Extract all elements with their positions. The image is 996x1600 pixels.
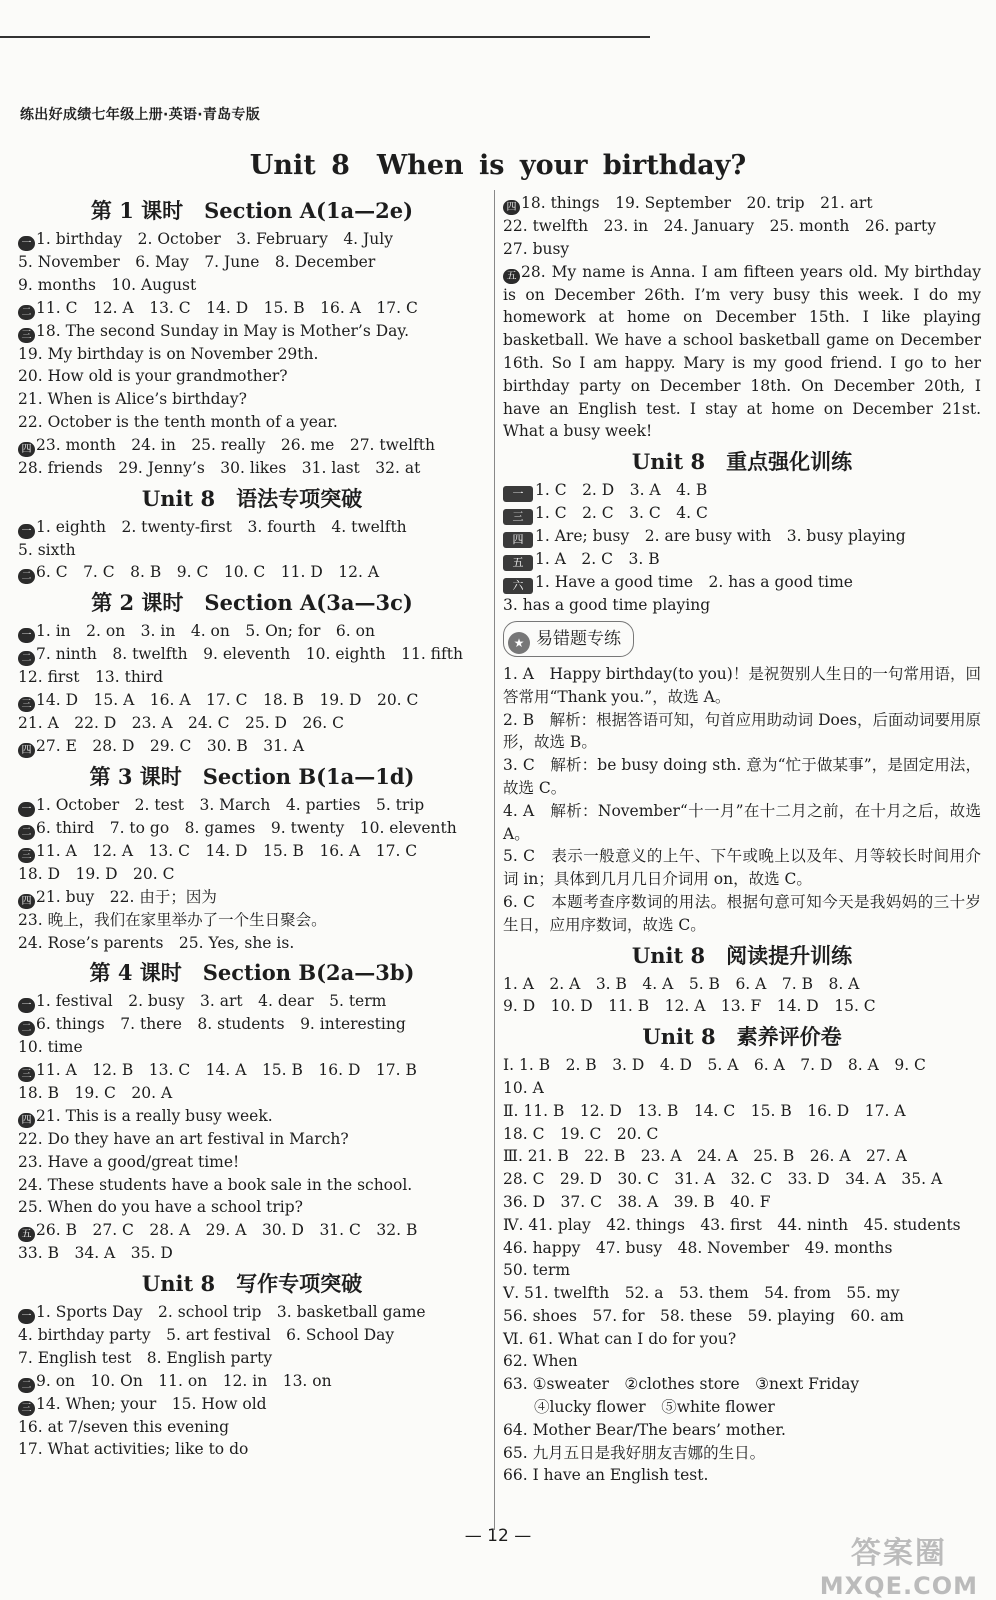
section-title: Unit 8 写作专项突破	[141, 1270, 363, 1296]
answer-line: 三 11. A 12. B 13. C 14. A 15. B 16. D 17. B	[18, 1059, 486, 1082]
answer-line: 65. 九月五日是我好朋友吉娜的生日。	[503, 1443, 766, 1462]
marker-one: 一	[18, 1309, 35, 1324]
marker-one: 一	[18, 524, 35, 539]
answer-line: 10. A	[503, 1078, 544, 1097]
marker-one: 一	[503, 486, 533, 502]
answer-line: Ⅰ. 1. B 2. B 3. D 4. D 5. A 6. A 7. D 8. A 9. C	[503, 1056, 926, 1075]
marker-three: 三	[18, 328, 35, 343]
answer-line: 28. C 29. D 30. C 31. A 32. C 33. D 34. A 35. A	[503, 1170, 943, 1189]
answer-line: 一 1. Sports Day 2. school trip 3. basketball game	[18, 1301, 486, 1324]
right-column	[503, 192, 981, 1487]
section-title: 第 2 课时 Section A(3a—3c)	[91, 590, 413, 616]
answer-line: 9. D 10. D 11. B 12. A 13. F 14. D 15. C	[503, 997, 876, 1016]
explanation: 2. B 解析：根据答语可知，句首应用助动词 Does，后面动词要用原形，故选 B。	[503, 710, 981, 752]
answer-line: 22. twelfth 23. in 24. January 25. month 26. party	[503, 217, 937, 235]
answer-line: 17. What activities; like to do	[18, 1440, 249, 1459]
answer-line: 66. I have an English test.	[503, 1466, 709, 1485]
answer-line: 20. How old is your grandmother?	[18, 367, 288, 386]
answer-line: 27. busy	[503, 239, 570, 258]
answer-line: 一 1. birthday 2. October 3. February 4. July	[18, 228, 486, 251]
marker-four: 四	[18, 1113, 35, 1128]
explanation: 4. A 解析：November“十一月”在十二月之前，在十月之后，故选 A。	[503, 801, 981, 843]
explanation: 6. C 本题考查序数词的用法。根据句意可知今天是我妈妈的三十岁生日，应用序数词，故选 C。	[503, 892, 981, 934]
answer-line: Ⅴ. 51. twelfth 52. a 53. them 54. from 55. my	[503, 1284, 900, 1303]
answer-line: 五 26. B 27. C 28. A 29. A 30. D 31. C 32. B	[18, 1219, 486, 1242]
answer-line: 36. D 37. C 38. A 39. B 40. F	[503, 1192, 771, 1211]
section-title: Unit 8 重点强化训练	[631, 449, 853, 475]
marker-three: 三	[503, 509, 533, 525]
marker-five: 五	[503, 269, 520, 284]
marker-four: 四	[503, 532, 533, 548]
marker-two: 二	[18, 825, 35, 840]
answer-line: 三 14. D 15. A 16. A 17. C 18. B 19. D 20. C	[18, 689, 486, 712]
marker-one: 一	[18, 998, 35, 1013]
answer-line: 四 18. things 19. September 20. trip 21. art	[503, 192, 981, 215]
answer-line: 四 1. Are; busy 2. are busy with 3. busy playing	[503, 525, 981, 548]
answer-line: 50. term	[503, 1261, 571, 1280]
answer-line: 二 9. on 10. On 11. on 12. in 13. on	[18, 1370, 486, 1393]
section-title: Unit 8 语法专项突破	[141, 485, 363, 511]
answer-line: 3. has a good time playing	[503, 596, 711, 615]
answer-line: 28. friends 29. Jenny’s 30. likes 31. last 32. at	[18, 458, 421, 477]
answer-line: 23. Have a good/great time!	[18, 1152, 240, 1171]
marker-six: 六	[503, 578, 533, 594]
section-title: Unit 8 素养评价卷	[642, 1024, 842, 1050]
marker-one: 一	[18, 628, 35, 643]
answer-line: 六 1. Have a good time 2. has a good time	[503, 571, 981, 594]
marker-three: 三	[18, 1401, 35, 1416]
answer-line: 21. A 22. D 23. A 24. C 25. D 26. C	[18, 714, 344, 733]
answer-line: 64. Mother Bear/The bears’ mother.	[503, 1420, 786, 1439]
marker-two: 二	[18, 1378, 35, 1393]
section-title: 第 3 课时 Section B(1a—1d)	[89, 763, 415, 789]
answer-line: 21. When is Alice’s birthday?	[18, 390, 247, 409]
marker-two: 二	[18, 305, 35, 320]
marker-five: 五	[18, 1227, 35, 1242]
book-header: 练出好成绩七年级上册·英语·青岛专版	[20, 107, 261, 123]
answer-line: 四 21. buy 22. 由于；因为	[18, 886, 486, 909]
answer-line: ④lucky flower ⑤white flower	[503, 1398, 775, 1417]
answer-line: 19. My birthday is on November 29th.	[18, 344, 319, 363]
answer-line: 二 7. ninth 8. twelfth 9. eleventh 10. eighth 11. fifth	[18, 643, 486, 666]
answer-line: 33. B 34. A 35. D	[18, 1244, 173, 1263]
explanation: 5. C 表示一般意义的上午、下午或晚上以及年、月等较长时间用介词 in；具体到几月几日介词用 on，故选 C。	[503, 847, 981, 889]
answer-line: Ⅵ. 61. What can I do for you?	[503, 1329, 737, 1348]
answer-line: 22. Do they have an art festival in March?	[18, 1129, 349, 1148]
answer-line: 5. November 6. May 7. June 8. December	[18, 253, 376, 271]
explanation: 3. C 解析：be busy doing sth. 意为“忙于做某事”，是固定用法，故选 C。	[503, 756, 981, 797]
unit-title: Unit 8 When is your birthday?	[249, 150, 747, 181]
answer-line: 二 6. third 7. to go 8. games 9. twenty 10. eleventh	[18, 817, 486, 840]
answer-line: 三 18. The second Sunday in May is Mother’s Day.	[18, 320, 486, 343]
answer-line: 63. ①sweater ②clothes store ③next Friday	[503, 1375, 860, 1394]
answer-line: 23. 晚上，我们在家里举办了一个生日聚会。	[18, 910, 327, 929]
answer-line: 二 6. things 7. there 8. students 9. interesting	[18, 1013, 486, 1036]
answer-line: 一 1. October 2. test 3. March 4. parties 5. trip	[18, 794, 486, 817]
answer-line: 24. These students have a book sale in the school.	[18, 1175, 413, 1194]
answer-line: Ⅲ. 21. B 22. B 23. A 24. A 25. B 26. A 27. A	[503, 1147, 907, 1166]
marker-four: 四	[18, 894, 35, 909]
answer-line: 9. months 10. August	[18, 275, 197, 294]
marker-two: 二	[18, 651, 35, 666]
section-title: 第 1 课时 Section A(1a—2e)	[90, 198, 414, 223]
marker-one: 一	[18, 236, 35, 251]
left-column	[18, 192, 486, 1461]
answer-line: 18. B 19. C 20. A	[18, 1084, 173, 1103]
answer-line: 二 6. C 7. C 8. B 9. C 10. C 11. D 12. A	[18, 561, 486, 584]
marker-four: 四	[18, 743, 35, 758]
page-number: — 12 —	[464, 1526, 532, 1546]
answer-line: 16. at 7/seven this evening	[18, 1417, 230, 1436]
answer-line: 1. A 2. A 3. B 4. A 5. B 6. A 7. B 8. A	[503, 974, 860, 993]
explanation: 1. A Happy birthday(to you)！是祝贺别人生日的一句常用语，回答常用“Thank you.”，故选 A。	[503, 664, 981, 706]
answer-line: 三 1. C 2. C 3. C 4. C	[503, 502, 981, 525]
marker-four: 四	[18, 442, 35, 457]
answer-line: 4. birthday party 5. art festival 6. School Day	[18, 1325, 395, 1344]
answer-line: 四 21. This is a really busy week.	[18, 1105, 486, 1128]
answer-line: 24. Rose’s parents 25. Yes, she is.	[18, 933, 295, 952]
section-title: 第 4 课时 Section B(2a—3b)	[89, 960, 415, 986]
answer-line: 一 1. festival 2. busy 3. art 4. dear 5. term	[18, 990, 486, 1013]
answer-line: 10. time	[18, 1038, 83, 1057]
marker-two: 二	[18, 1021, 35, 1036]
marker-four: 四	[503, 200, 520, 215]
answer-line: 一 1. in 2. on 3. in 4. on 5. On; for 6. on	[18, 620, 486, 643]
error-practice-badge: ★ 易错题专练	[503, 621, 634, 657]
answer-line: 12. first 13. third	[18, 668, 164, 687]
section-title: Unit 8 阅读提升训练	[631, 942, 853, 968]
answer-line: 四 23. month 24. in 25. really 26. me 27. twelfth	[18, 434, 486, 457]
writing-sample: 五 28. My name is Anna. I am fifteen years old. My birthday is on December 26th. I’m very busy this week. I do my homework at home on December 15th. I like playing basketball. We have a school basketball game on December 16th. So I am happy. Mary is my good friend. I go to her birthday party on December 18th. On December 20th, I have an English test. I stay at home on December 21st. What a busy week!	[503, 262, 981, 441]
answer-line: 一 1. eighth 2. twenty-first 3. fourth 4. twelfth	[18, 516, 486, 539]
answer-line: Ⅱ. 11. B 12. D 13. B 14. C 15. B 16. D 17. A	[503, 1101, 906, 1120]
answer-line: 五 1. A 2. C 3. B	[503, 548, 981, 571]
answer-line: 18. C 19. C 20. C	[503, 1124, 659, 1143]
answer-line: 18. D 19. D 20. C	[18, 864, 175, 883]
star-icon: ★	[508, 632, 530, 654]
column-divider	[494, 190, 495, 1530]
answer-line: 7. English test 8. English party	[18, 1348, 273, 1367]
marker-three: 三	[18, 697, 35, 712]
answer-line: 25. When do you have a school trip?	[18, 1198, 303, 1217]
marker-one: 一	[18, 802, 35, 817]
top-rule	[0, 36, 650, 38]
answer-line: 三 14. When; your 15. How old	[18, 1393, 486, 1416]
answer-line: 三 11. A 12. A 13. C 14. D 15. B 16. A 17. C	[18, 840, 486, 863]
marker-three: 三	[18, 1067, 35, 1082]
answer-line: 62. When	[503, 1352, 578, 1371]
answer-line: 四 27. E 28. D 29. C 30. B 31. A	[18, 735, 486, 758]
site-watermark: 答案圈 MXQE.COM	[819, 1536, 978, 1600]
marker-three: 三	[18, 848, 35, 863]
answer-line: Ⅳ. 41. play 42. things 43. first 44. ninth 45. students	[503, 1215, 961, 1234]
answer-line: 22. October is the tenth month of a year.	[18, 412, 338, 431]
answer-line: 二 11. C 12. A 13. C 14. D 15. B 16. A 17. C	[18, 297, 486, 320]
marker-five: 五	[503, 555, 533, 571]
answer-line: 5. sixth	[18, 540, 76, 559]
answer-line: 56. shoes 57. for 58. these 59. playing 60. am	[503, 1306, 904, 1325]
answer-line: 一 1. C 2. D 3. A 4. B	[503, 479, 981, 502]
marker-two: 二	[18, 569, 35, 584]
answer-line: 46. happy 47. busy 48. November 49. months	[503, 1238, 893, 1257]
